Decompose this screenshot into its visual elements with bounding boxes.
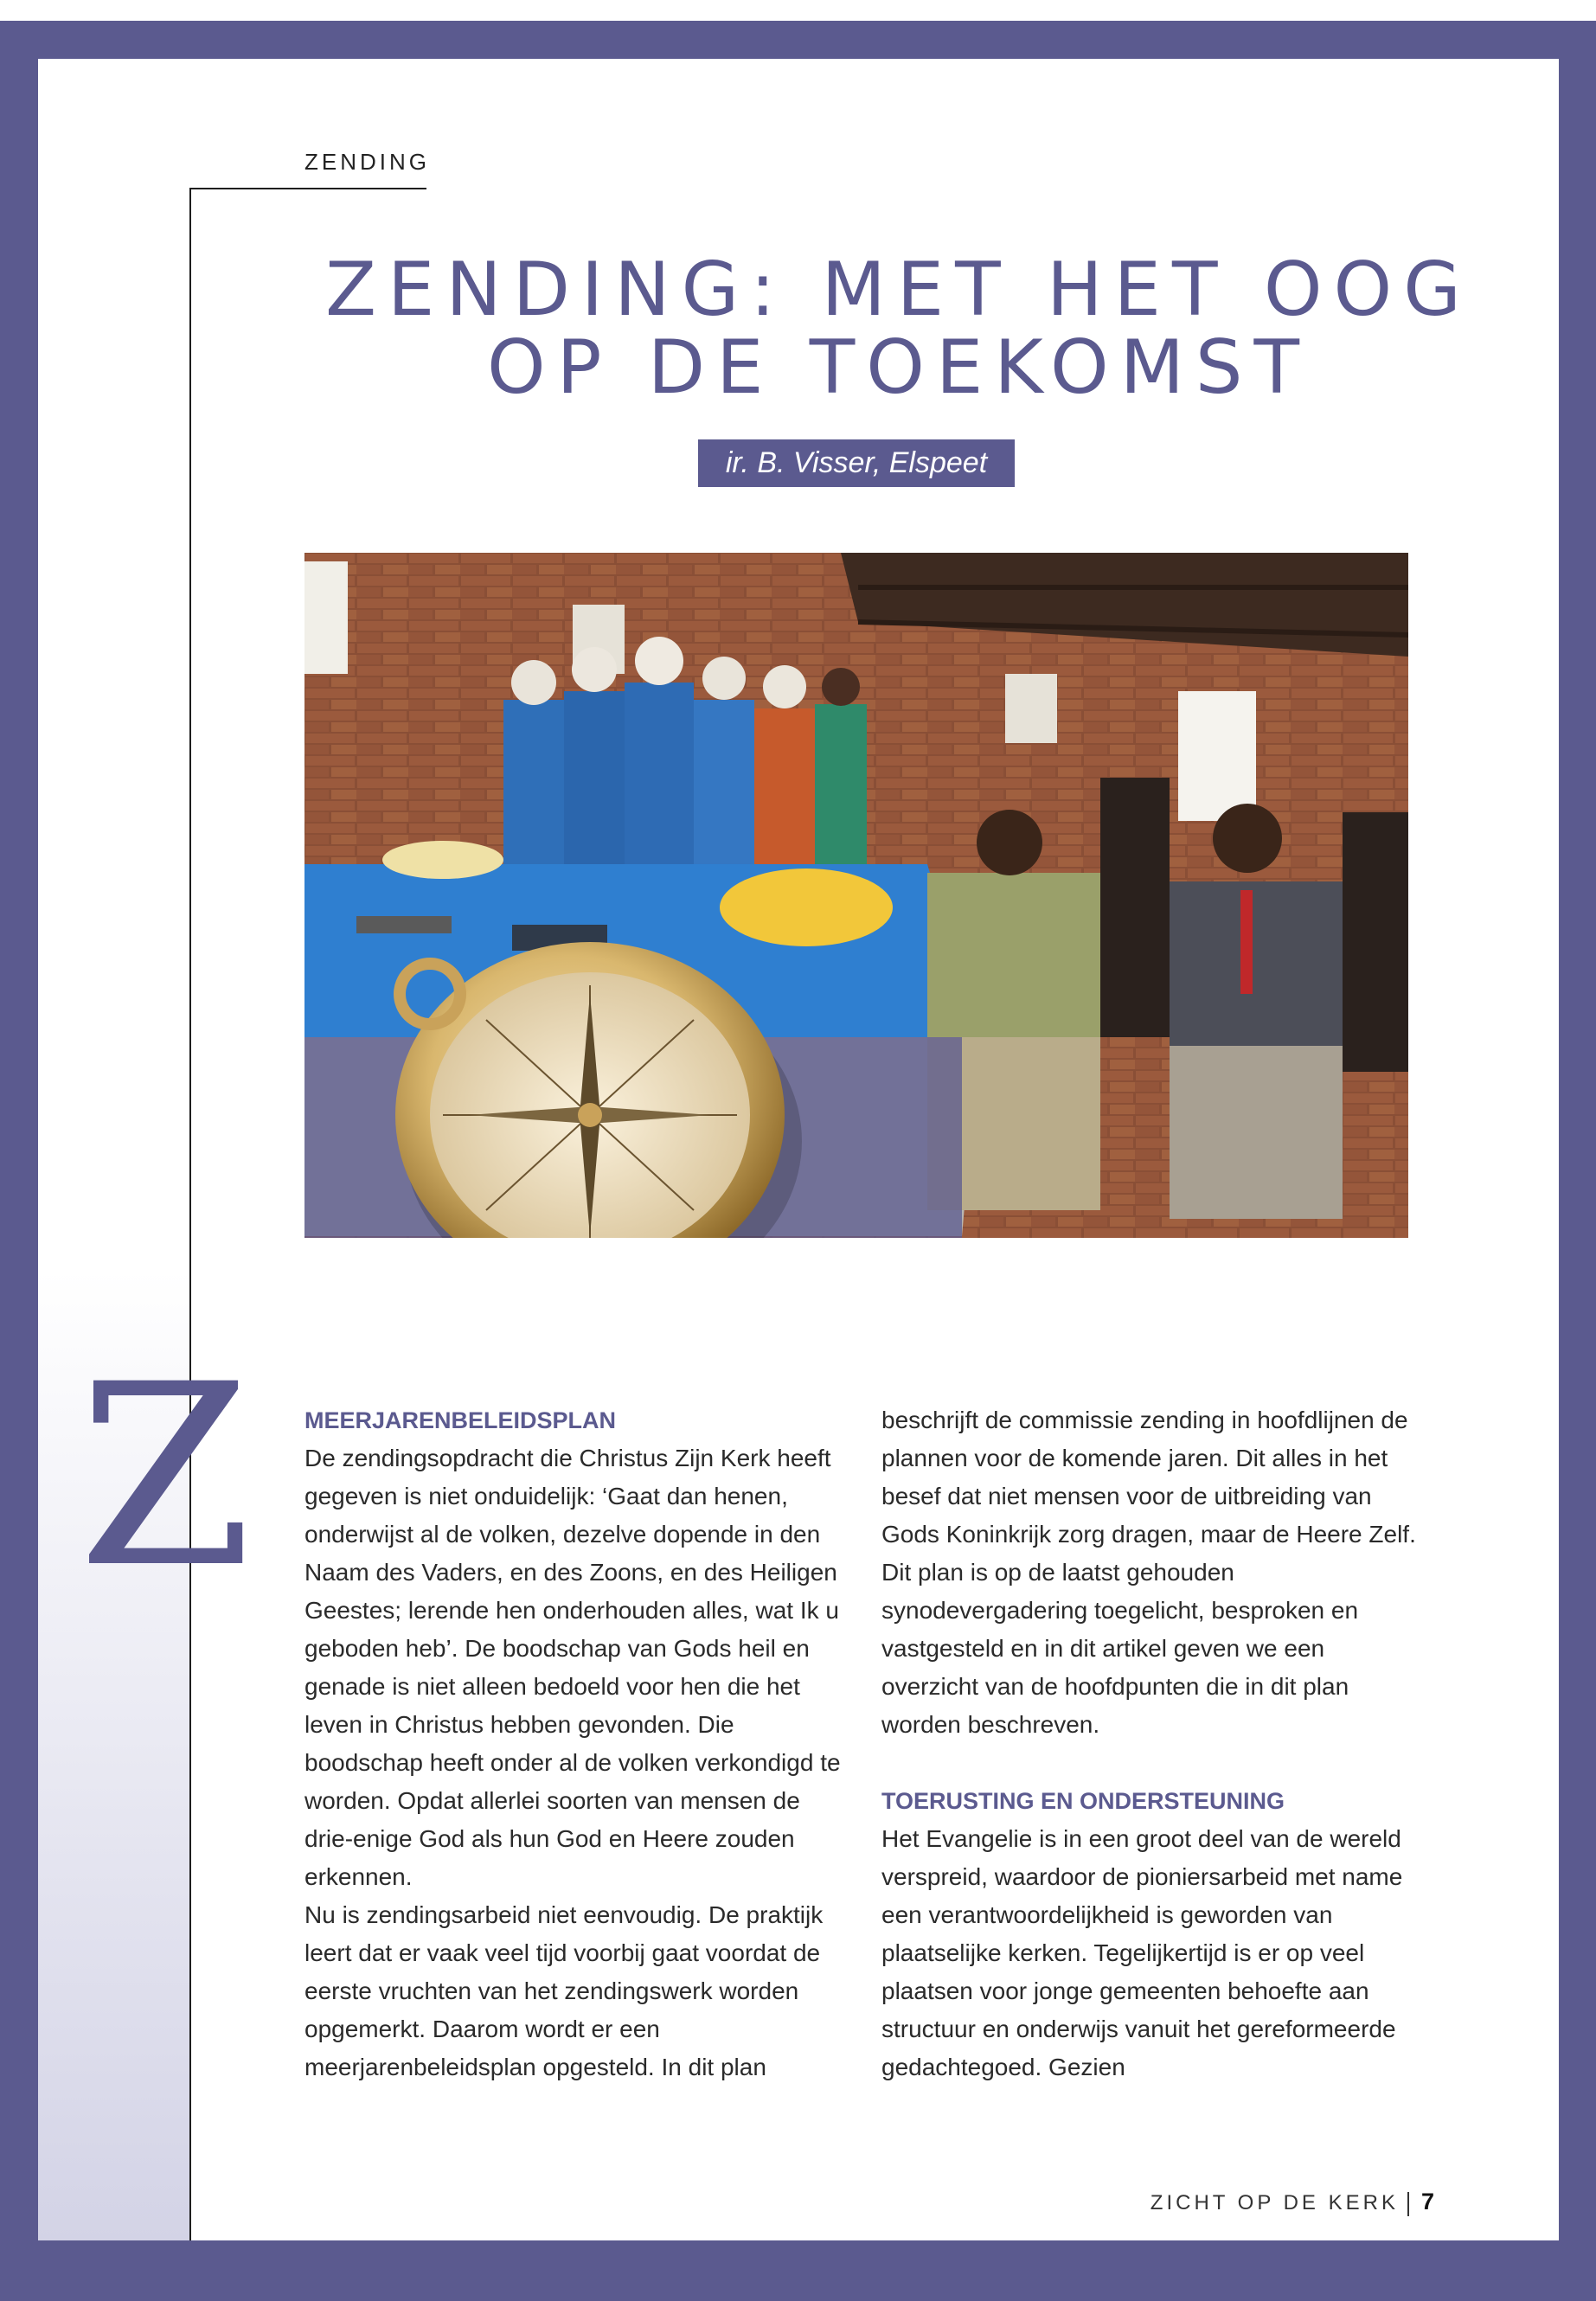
text-column-left bbox=[304, 1401, 841, 2086]
drop-letter: Z bbox=[78, 1331, 253, 1623]
body-paragraph: beschrijft de commissie zending in hoofdlijnen de plannen voor de komende jaren. Dit alles in het besef dat niet mensen voor de uitbreiding van Gods Koninkrijk zorg dragen, maar de Heere Zelf. Dit plan is op de laatst gehouden synodevergadering toegelicht, besproken en vastgesteld en in dit artikel geven we een overzicht van de hoofdpunten die in dit plan worden beschreven. bbox=[881, 1407, 1416, 1738]
body-paragraph: De zendingsopdracht die Christus Zijn Kerk heeft gegeven is niet onduidelijk: ‘Gaat dan henen, onderwijst al de volken, dezelve dopende in den Naam des Vaders, en des Zoons, en des Heiligen Geestes; lerende hen onderhouden alles, wat Ik u geboden heb’. De boodschap van Gods heil en genade is niet alleen bedoeld voor hen die het leven in Christus hebben gevonden. Die boodschap heeft onder al de volken verkondigd te worden. Opdat allerlei soorten van mensen de drie-enige God als hun God en Heere zouden erkennen. bbox=[304, 1445, 841, 1890]
page-number: 7 bbox=[1420, 2189, 1434, 2214]
page-footer bbox=[1151, 2189, 1434, 2216]
magazine-name: ZICHT OP DE KERK bbox=[1150, 2191, 1399, 2214]
author-box bbox=[304, 439, 1408, 487]
text-column-right bbox=[881, 1401, 1418, 2086]
church-compass-illustration bbox=[304, 553, 1408, 1238]
footer-divider bbox=[1407, 2192, 1409, 2216]
title-line-2: OP DE TOEKOMST bbox=[486, 324, 1311, 411]
body-paragraph: Nu is zendingsarbeid niet eenvoudig. De praktijk leert dat er vaak veel tijd voorbij gaat voordat de eerste vruchten van het zendingswerk worden opgemerkt. Daarom wordt er een meerjarenbeleidsplan opgesteld. In dit plan bbox=[304, 1901, 824, 2080]
subheading-meerjarenbeleidsplan: MEERJARENBELEIDSPLAN bbox=[304, 1407, 617, 1433]
section-label: ZENDING bbox=[304, 149, 430, 175]
article-title bbox=[237, 247, 1559, 411]
subheading-toerusting: TOERUSTING EN ONDERSTEUNING bbox=[881, 1788, 1285, 1814]
magazine-page bbox=[38, 59, 1559, 2240]
title-line-1: ZENDING: MET HET OOG bbox=[325, 247, 1472, 333]
article-photo bbox=[304, 553, 1408, 1238]
body-paragraph: Het Evangelie is in een groot deel van de wereld verspreid, waardoor de pioniersarbeid met name een verantwoordelijkheid is geworden van plaatselijke kerken. Tegelijkertijd is er op veel plaatsen voor jonge gemeenten behoefte aan structuur en onderwijs vanuit het gereformeerde gedachtegoed. Gezien bbox=[881, 1825, 1403, 2080]
vertical-rule bbox=[189, 188, 191, 2240]
author-label: ir. B. Visser, Elspeet bbox=[698, 439, 1015, 487]
header-rule bbox=[189, 188, 426, 189]
